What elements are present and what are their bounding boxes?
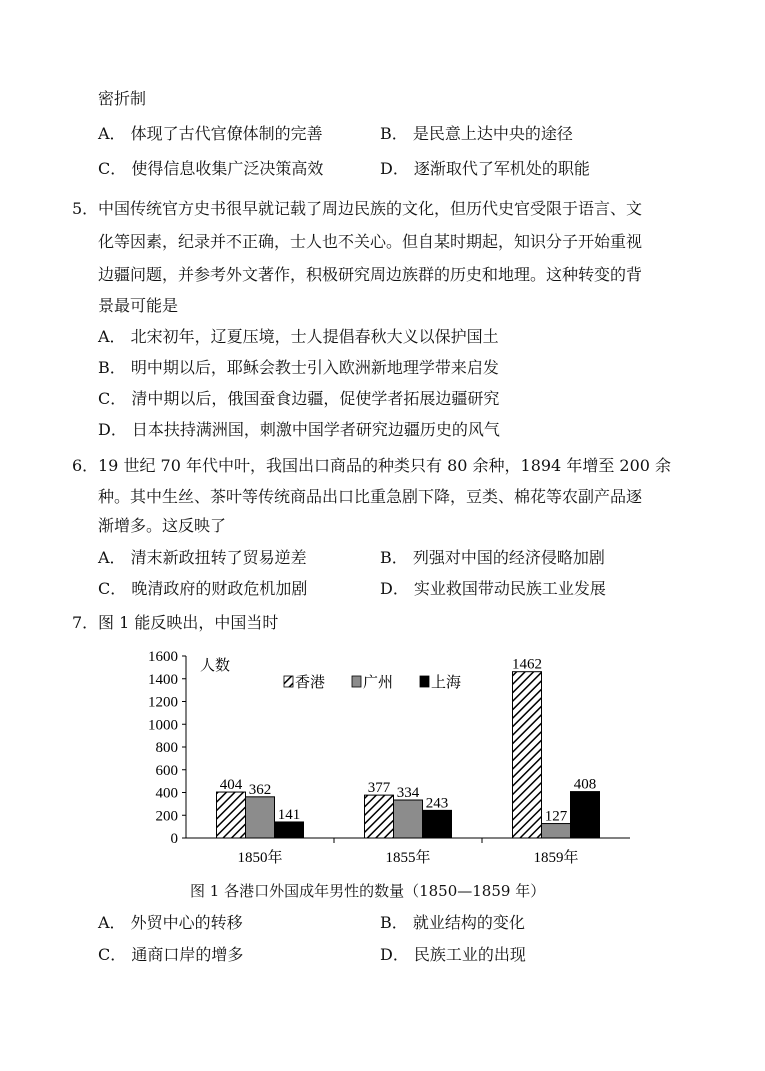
bar bbox=[217, 792, 246, 838]
bar bbox=[246, 797, 275, 838]
bar bbox=[275, 822, 304, 838]
y-tick-label: 1400 bbox=[148, 671, 178, 688]
q7-option-d: D． 民族工业的出现 bbox=[380, 945, 526, 964]
q6-option-d: D． 实业救国带动民族工业发展 bbox=[380, 579, 606, 598]
legend-label: 上海 bbox=[431, 675, 462, 691]
port-foreigner-bar-chart bbox=[140, 640, 640, 880]
bar bbox=[423, 810, 452, 838]
q7-option-c: C． 通商口岸的增多 bbox=[98, 945, 244, 964]
y-tick-label: 600 bbox=[155, 762, 178, 779]
legend-swatch bbox=[352, 676, 361, 687]
q4-option-d: D． 逐渐取代了军机处的职能 bbox=[380, 159, 590, 178]
q6-option-b: B． 列强对中国的经济侵略加剧 bbox=[380, 548, 605, 567]
q5-stem-line-4: 景最可能是 bbox=[98, 296, 179, 315]
q6-option-a: A． 清末新政扭转了贸易逆差 bbox=[98, 548, 307, 567]
bar bbox=[394, 800, 423, 838]
bar-value-label: 141 bbox=[277, 806, 301, 823]
q6-stem-line-2: 种。其中生丝、茶叶等传统商品出口比重急剧下降，豆类、棉花等农副产品逐 bbox=[98, 487, 643, 506]
x-category-label: 1859年 bbox=[533, 850, 579, 866]
bar bbox=[365, 795, 394, 838]
q5-number: 5． bbox=[72, 199, 99, 218]
bar-value-label: 404 bbox=[219, 777, 243, 794]
q4-option-b: B． 是民意上达中央的途径 bbox=[380, 124, 573, 143]
y-tick-label: 800 bbox=[155, 740, 178, 756]
y-tick-label: 1600 bbox=[148, 649, 178, 665]
y-tick-label: 1200 bbox=[148, 694, 178, 711]
y-axis-label: 人数 bbox=[200, 658, 231, 674]
figure-caption: 图 1 各港口外国成年男性的数量（1850—1859 年） bbox=[190, 882, 546, 900]
q6-stem-line-1: 19 世纪 70 年代中叶，我国出口商品的种类只有 80 余种，1894 年增至 200 余 bbox=[98, 456, 672, 475]
q4-option-a: A． 体现了古代官僚体制的完善 bbox=[98, 124, 323, 143]
q4-stem-continuation: 密折制 bbox=[98, 89, 147, 108]
q5-option-d: D． 日本扶持满洲国，刺激中国学者研究边疆历史的风气 bbox=[98, 420, 500, 439]
q5-stem-line-1: 中国传统官方史书很早就记载了周边民族的文化，但历代史官受限于语言、文 bbox=[98, 199, 643, 218]
bar-value-label: 377 bbox=[367, 780, 391, 797]
q7-option-a: A． 外贸中心的转移 bbox=[98, 913, 243, 932]
x-category-label: 1855年 bbox=[385, 850, 431, 866]
bar-value-label: 334 bbox=[396, 785, 420, 802]
bar-value-label: 127 bbox=[544, 808, 568, 825]
q7-option-b: B． 就业结构的变化 bbox=[380, 913, 525, 932]
q7-stem: 图 1 能反映出，中国当时 bbox=[98, 613, 279, 632]
bar-value-label: 1462 bbox=[512, 656, 542, 673]
legend-label: 香港 bbox=[295, 675, 326, 691]
q5-option-b: B． 明中期以后，耶稣会教士引入欧洲新地理学带来启发 bbox=[98, 358, 499, 377]
bar bbox=[513, 672, 542, 838]
bar-value-label: 408 bbox=[573, 776, 597, 793]
q6-stem-line-3: 渐增多。这反映了 bbox=[98, 516, 227, 535]
q5-stem-line-3: 边疆问题，并参考外文著作，积极研究周边族群的历史和地理。这种转变的背 bbox=[98, 265, 643, 284]
x-category-label: 1850年 bbox=[237, 850, 283, 866]
y-tick-label: 200 bbox=[155, 808, 178, 825]
legend-swatch bbox=[420, 676, 429, 687]
q5-stem-line-2: 化等因素，纪录并不正确，士人也不关心。但自某时期起，知识分子开始重视 bbox=[98, 232, 643, 251]
q6-number: 6． bbox=[72, 456, 99, 475]
q5-option-c: C． 清中期以后，俄国蚕食边疆，促使学者拓展边疆研究 bbox=[98, 389, 500, 408]
q4-option-c: C． 使得信息收集广泛决策高效 bbox=[98, 159, 324, 178]
bar-value-label: 362 bbox=[248, 781, 272, 798]
y-tick-label: 0 bbox=[170, 831, 178, 847]
q5-option-a: A． 北宋初年，辽夏压境，士人提倡春秋大义以保护国土 bbox=[98, 327, 499, 346]
y-tick-label: 1000 bbox=[148, 717, 178, 734]
y-tick-label: 400 bbox=[155, 785, 178, 802]
bar bbox=[542, 824, 571, 838]
legend-label: 广州 bbox=[363, 675, 394, 691]
q7-number: 7． bbox=[72, 613, 99, 632]
legend-swatch bbox=[284, 676, 293, 687]
q6-option-c: C． 晚清政府的财政危机加剧 bbox=[98, 579, 308, 598]
bar bbox=[571, 792, 600, 838]
bar-value-label: 243 bbox=[425, 795, 449, 812]
